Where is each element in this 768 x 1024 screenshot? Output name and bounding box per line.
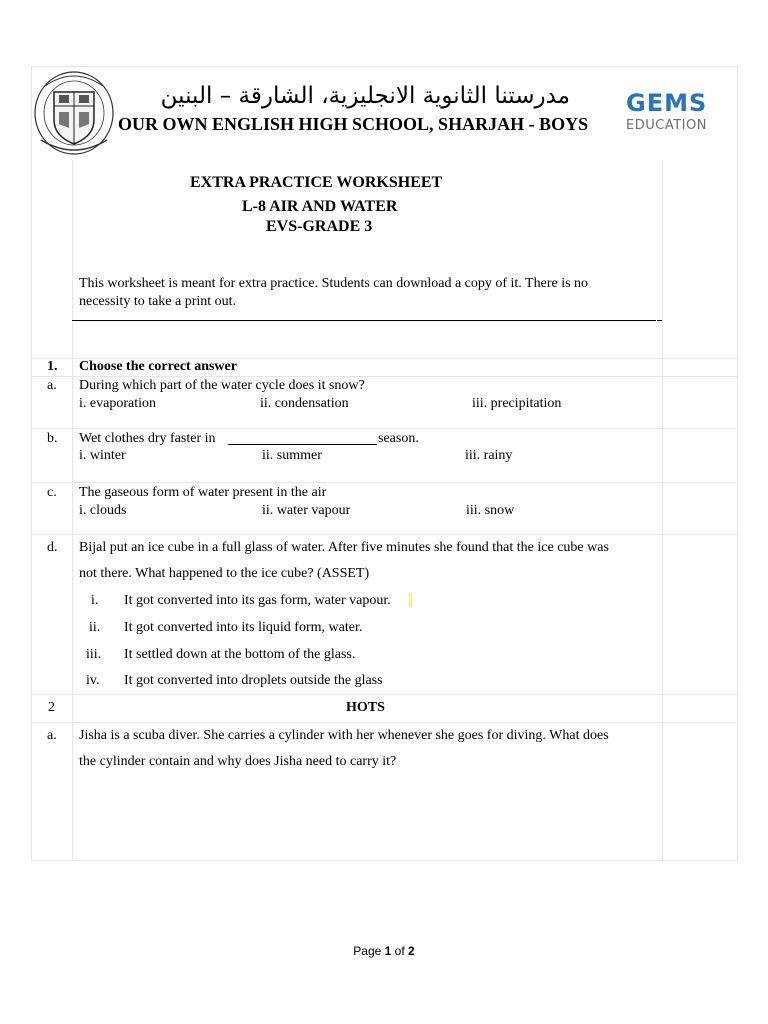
question-text: The gaseous form of water present in the air bbox=[79, 485, 327, 500]
page-word: Page bbox=[353, 944, 382, 958]
option: ii. water vapour bbox=[262, 503, 351, 518]
question-label: d. bbox=[47, 540, 58, 555]
question-text: Wet clothes dry faster in bbox=[79, 431, 216, 446]
grid-line bbox=[31, 66, 32, 861]
question-text: During which part of the water cycle does it snow? bbox=[79, 378, 365, 393]
option: i. winter bbox=[79, 448, 126, 463]
question-label: b. bbox=[47, 431, 58, 446]
option: ii. condensation bbox=[260, 396, 349, 411]
answer-blank bbox=[228, 444, 377, 445]
school-name-arabic: مدرستنا الثانوية الانجليزية، الشارقة – البنين bbox=[160, 83, 570, 109]
question-text: not there. What happened to the ice cube? (ASSET) bbox=[79, 566, 370, 581]
option: It got converted into its gas form, water vapour. bbox=[124, 593, 391, 608]
section-heading: HOTS bbox=[346, 700, 385, 715]
highlight-mark bbox=[409, 593, 412, 607]
option: It got converted into droplets outside the glass bbox=[124, 673, 383, 688]
school-crest-icon bbox=[33, 70, 115, 156]
section-heading: Choose the correct answer bbox=[79, 359, 237, 374]
page-number: 1 bbox=[384, 944, 392, 958]
grid-line bbox=[72, 160, 73, 861]
school-name-english: OUR OWN ENGLISH HIGH SCHOOL, SHARJAH - BOYS bbox=[118, 114, 589, 134]
page-footer bbox=[0, 944, 768, 958]
question-text: Bijal put an ice cube in a full glass of water. After five minutes she found that the ice cube was bbox=[79, 540, 609, 555]
divider bbox=[72, 320, 656, 321]
gems-logo: GEMS bbox=[626, 89, 708, 117]
grid-line bbox=[662, 160, 663, 861]
question-text: season. bbox=[378, 431, 419, 446]
option: iii. precipitation bbox=[472, 396, 562, 411]
question-label: c. bbox=[47, 485, 57, 500]
option: i. evaporation bbox=[79, 396, 156, 411]
option: ii. summer bbox=[262, 448, 322, 463]
option: It settled down at the bottom of the glass. bbox=[124, 647, 356, 662]
grid-line bbox=[31, 482, 738, 483]
page-total: 2 bbox=[408, 944, 415, 958]
divider bbox=[657, 320, 662, 321]
question-text: the cylinder contain and why does Jisha need to carry it? bbox=[79, 754, 397, 769]
grid-line bbox=[31, 376, 738, 377]
option-number: i. bbox=[91, 593, 99, 608]
grid-line bbox=[31, 722, 738, 723]
lesson-title: L-8 AIR AND WATER bbox=[242, 198, 398, 215]
grid-line bbox=[31, 534, 738, 535]
grid-line bbox=[31, 66, 738, 67]
option: i. clouds bbox=[79, 503, 127, 518]
question-label: a. bbox=[47, 378, 57, 393]
grade-title: EVS-GRADE 3 bbox=[266, 218, 373, 235]
grid-line bbox=[737, 66, 738, 861]
option-number: iii. bbox=[86, 647, 102, 662]
intro-line-2: necessity to take a print out. bbox=[79, 294, 237, 309]
option-number: ii. bbox=[89, 620, 101, 635]
intro-line-1: This worksheet is meant for extra practice. Students can download a copy of it. There is no bbox=[79, 276, 589, 291]
question-text: Jisha is a scuba diver. She carries a cylinder with her whenever she goes for diving. What does bbox=[79, 728, 609, 743]
worksheet-title: EXTRA PRACTICE WORKSHEET bbox=[190, 174, 443, 191]
section-number: 1. bbox=[47, 359, 58, 374]
grid-line bbox=[31, 860, 738, 861]
grid-line bbox=[31, 694, 738, 695]
gems-logo-subtext: EDUCATION bbox=[626, 118, 707, 133]
of-word: of bbox=[394, 944, 405, 958]
question-label: a. bbox=[47, 728, 57, 743]
option-number: iv. bbox=[86, 673, 100, 688]
option: It got converted into its liquid form, water. bbox=[124, 620, 363, 635]
option: iii. rainy bbox=[465, 448, 513, 463]
section-number: 2 bbox=[48, 700, 55, 715]
grid-line bbox=[31, 428, 738, 429]
option: iii. snow bbox=[466, 503, 515, 518]
